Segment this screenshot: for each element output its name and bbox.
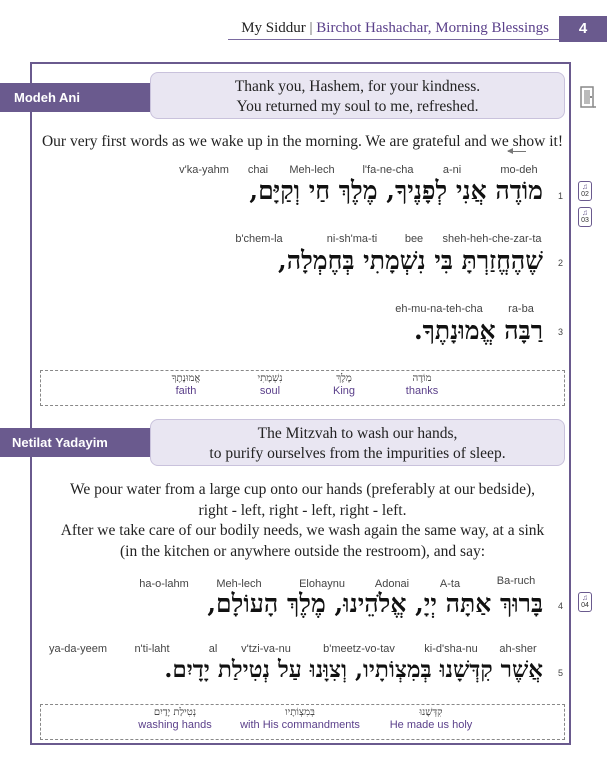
page-number: 4 [559, 16, 607, 42]
translit-ahsher: ah-sher [499, 643, 537, 655]
translit-vtzivanu: v'tzi-va-nu [241, 643, 291, 655]
audio-track-02[interactable]: ♫ 02 [578, 181, 592, 201]
line-number-2: 2 [558, 258, 564, 268]
translit-nishmati: ni-sh'ma-ti [326, 233, 378, 245]
audio-track-03[interactable]: ♫ 03 [578, 207, 592, 227]
line-number-4: 4 [558, 601, 564, 611]
callout-line-2: to purify ourselves from the impurities of sleep. [209, 445, 506, 462]
hebrew-line-4: בָּרוּךְ אַתָּה יְיָ, אֱלֹהֵינוּ, מֶלֶךְ הָעוֹלָם, [207, 589, 543, 618]
siddur-title: My Siddur [241, 20, 306, 36]
translit-ntilaht: n'ti-laht [134, 643, 170, 655]
music-note-icon: ♫ [582, 182, 588, 191]
vocab-king: מֶלֶךְ King [332, 373, 356, 397]
translit-al: al [208, 643, 218, 655]
translit-bee: bee [404, 233, 424, 245]
vocab-box-modeh-ani [40, 370, 565, 406]
hebrew-line-1: מוֹדֶה אֲנִי לְפָנֶיךָ, מֶלֶךְ חַי וְקַיָּם, [249, 176, 543, 205]
translit-mo-deh: mo-deh [500, 164, 538, 176]
line-number-1: 1 [558, 191, 564, 201]
intro-line-2: right - left, right - left, right - left. [198, 501, 407, 519]
translit-bchemla: b'chem-la [235, 233, 283, 245]
netilat-intro [40, 480, 565, 562]
translit-emunatecha: eh-mu-na-teh-cha [395, 303, 483, 315]
netilat-yadayim-callout [150, 419, 565, 466]
vocab-washing-hands: נְטִילַת יָדַיִם washing hands [138, 707, 212, 731]
callout-line-2: You returned my soul to me, refreshed. [236, 98, 479, 115]
translit-adonai: Adonai [374, 578, 410, 590]
translit-yadayeem: ya-da-yeem [48, 643, 108, 655]
banner-modeh-ani: Modeh Ani [0, 83, 150, 112]
callout-line-1: The Mitzvah to wash our hands, [257, 425, 458, 442]
translit-ata: A-ta [439, 578, 461, 590]
vocab-soul: נִשְׁמָתִי soul [257, 373, 283, 397]
translit-vkayahm: v'ka-yahm [179, 164, 229, 176]
vocab-faith: אֱמוּנָתֶךָ faith [171, 373, 201, 397]
banner-netilat-yadayim: Netilat Yadayim [0, 428, 150, 457]
modeh-ani-intro: Our very first words as we wake up in the morning. We are grateful and we show it! [41, 133, 563, 150]
line-number-3: 3 [558, 327, 564, 337]
hebrew-line-3: רַבָּה אֱמוּנָתֶךָ. [413, 316, 543, 345]
header-title [241, 20, 549, 37]
music-note-icon: ♫ [582, 593, 588, 602]
vocab-made-us-holy: קִדְּשָׁנוּ He made us holy [389, 707, 473, 731]
left-arrow-icon [508, 151, 526, 152]
translit-mehlech-2: Meh-lech [216, 578, 262, 590]
header-rule [228, 39, 559, 40]
hebrew-line-5: אֲשֶׁר קִדְּשָׁנוּ בְּמִצְוֹתָיו, וְצִוָּנוּ עַל נְטִילַת יָדָיִם. [164, 656, 543, 683]
callout-line-1: Thank you, Hashem, for your kindness. [234, 78, 481, 95]
translit-raba: ra-ba [508, 303, 534, 315]
line-number-5: 5 [558, 668, 564, 678]
translit-elohaynu: Elohaynu [299, 578, 345, 590]
modeh-ani-callout [150, 72, 565, 119]
audio-track-04[interactable]: ♫ 04 [578, 592, 592, 612]
translit-lfanecha: l'fa-ne-cha [362, 164, 414, 176]
translit-haolahm: ha-o-lahm [139, 578, 189, 590]
hebrew-line-2: שֶׁהֶחֱזַרְתָּ בִּי נִשְׁמָתִי בְּחֶמְלָה, [278, 246, 543, 275]
page-header [0, 16, 607, 42]
intro-line-4: (in the kitchen or anywhere outside the restroom), and say: [120, 542, 485, 560]
translit-shehehe: sheh-heh-che-zar-ta [442, 233, 542, 245]
door-icon [579, 86, 597, 108]
vocab-thanks: מוֹדֶה thanks [405, 373, 439, 397]
vocab-box-netilat [40, 704, 565, 740]
translit-mehlech: Meh-lech [289, 164, 335, 176]
intro-line-1: We pour water from a large cup onto our hands (preferably at our bedside), [69, 481, 535, 498]
translit-baruch: Ba-ruch [496, 575, 536, 587]
vocab-commandments: בְּמִצְוֹתָיו with His commandments [240, 707, 360, 731]
translit-a-ni: a-ni [442, 164, 462, 176]
intro-line-3: After we take care of our bodily needs, we wash again the same way, at a sink [60, 522, 545, 539]
music-note-icon: ♫ [582, 208, 588, 217]
section-subtitle: Birchot Hashachar, Morning Blessings [316, 20, 549, 36]
translit-chai: chai [247, 164, 269, 176]
translit-kidshanu: ki-d'sha-nu [424, 643, 478, 655]
translit-bmeetzvotav: b'meetz-vo-tav [323, 643, 395, 655]
title-separator: | [309, 20, 313, 36]
